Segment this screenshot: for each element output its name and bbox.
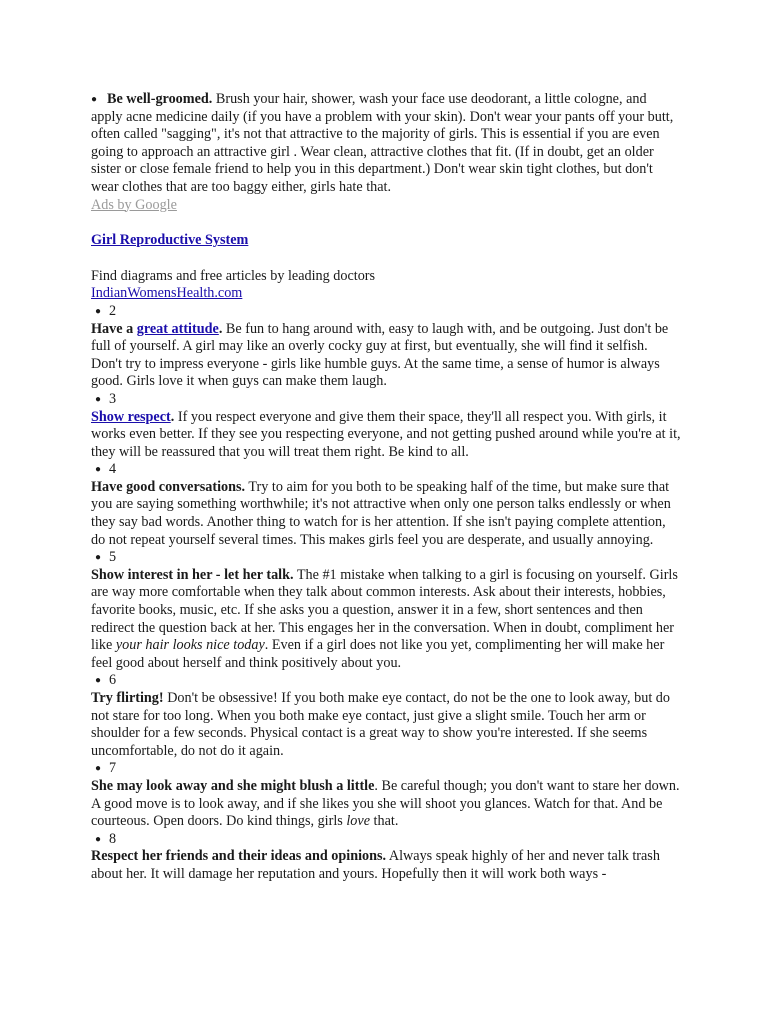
great-attitude-link[interactable]: great attitude xyxy=(136,320,219,337)
ad-title-link[interactable]: Girl Reproductive System xyxy=(91,232,249,249)
step-heading: Respect her friends and their ideas and opinions. xyxy=(91,848,387,865)
ads-by-google-link[interactable]: Ads by Google xyxy=(91,196,177,213)
step-paragraph: She may look away and she might blush a little. Be careful though; you don't want to stare her down. A good move is to look away, and if she likes you she will shoot you glances. Watch for that. And be courteous. Open doors. Do kind things, girls love that. xyxy=(91,777,680,830)
step-number: ● 5 xyxy=(95,549,117,566)
bullet-icon: ● xyxy=(95,464,102,476)
intro-paragraph xyxy=(91,91,681,197)
step-number: ● 3 xyxy=(95,390,117,407)
intro-body: Brush your hair, shower, wash your face use deodorant, a little cologne, and apply acne medicine daily (if you have a problem with your skin). Don't wear your pants off your butt, often called "sagging", it's not that attractive to the majority of girls. This is essential if you are even going to approach an attractive girl . Wear clean, attractive clothes that fit. (If in doubt, get an older sister or close female friend to help you in this department.) Don't wear skin tight clothes, but don't wear clothes that are too baggy either, girls hate that. xyxy=(91,91,674,195)
step-paragraph: Have a great attitude. Be fun to hang around with, easy to laugh with, and be outgoing. Just don't be full of yourself. A girl may like an overly cocky guy at first, but eventually, she will find it selfish. Don't try to impress everyone - girls like humble guys. At the same time, a sense of humor is always good. Girls love it when guys can make them laugh. xyxy=(91,320,669,390)
step-paragraph: Show respect. If you respect everyone and give them their space, they'll all respect you. With girls, it works even better. If they see you respecting everyone, and not getting pushed around while you're at it, they will be reassured that you will treat them right. Be kind to all. xyxy=(91,408,681,460)
bullet-icon: ● xyxy=(95,833,102,845)
step-heading: Have good conversations. xyxy=(91,478,246,495)
step-paragraph: Try flirting! Don't be obsessive! If you both make eye contact, do not be the one to look away, but do not stare for too long. When you both make eye contact, just give a slight smile. Touch her arm or shoulder for a few seconds. Physical contact is a great way to show you're interested. If she seems uncomfortable, do not do it again. xyxy=(91,690,670,759)
bullet-icon: ● xyxy=(95,552,102,564)
step-number: ● 7 xyxy=(95,760,117,777)
bullet-icon: ● xyxy=(95,393,102,405)
step-number: ● 4 xyxy=(95,461,117,478)
step-number: ● 2 xyxy=(95,302,117,319)
bullet-icon: ● xyxy=(95,763,102,775)
document-page xyxy=(91,91,681,884)
step-heading: Show interest in her - let her talk. xyxy=(91,566,294,583)
step-paragraph: Respect her friends and their ideas and opinions. Always speak highly of her and never talk trash about her. It will damage her reputation and yours. Hopefully then it will work both ways - xyxy=(91,848,660,882)
ad-url-link[interactable]: IndianWomensHealth.com xyxy=(91,285,243,302)
step-number: ● 6 xyxy=(95,672,117,689)
step-heading: She may look away and she might blush a little xyxy=(91,777,375,794)
bullet-icon: ● xyxy=(91,94,98,105)
step-heading: Try flirting! xyxy=(91,690,164,706)
bullet-icon: ● xyxy=(95,675,102,687)
bullet-icon: ● xyxy=(95,305,102,317)
show-respect-link[interactable]: Show respect xyxy=(91,408,171,425)
ad-description: Find diagrams and free articles by leading doctors xyxy=(91,267,376,284)
step-paragraph: Have good conversations. Try to aim for you both to be speaking half of the time, but make sure that you are saying something worthwhile; it's not attractive when only one person talks endlessly or when they say bad words. Another thing to watch for is her attention. If she isn't paying complete attention, do not repeat yourself several times. This makes girls feel you are desperate, and usually annoying. xyxy=(91,478,671,548)
step-paragraph: Show interest in her - let her talk. The #1 mistake when talking to a girl is focusing on yourself. Girls are way more comfortable when they talk about common interests. Ask about their interests, hobbies, favorite books, music, etc. If she asks you a question, answer it in a few, short sentences and then redirect the question back at her. This engages her in the conversation. When in doubt, compliment her like your hair looks nice today. Even if a girl does not like you yet, complimenting her will make her feel good about herself and think positively about you. xyxy=(91,566,678,671)
intro-heading: Be well-groomed. xyxy=(107,91,213,107)
step-number: ● 8 xyxy=(95,830,117,847)
